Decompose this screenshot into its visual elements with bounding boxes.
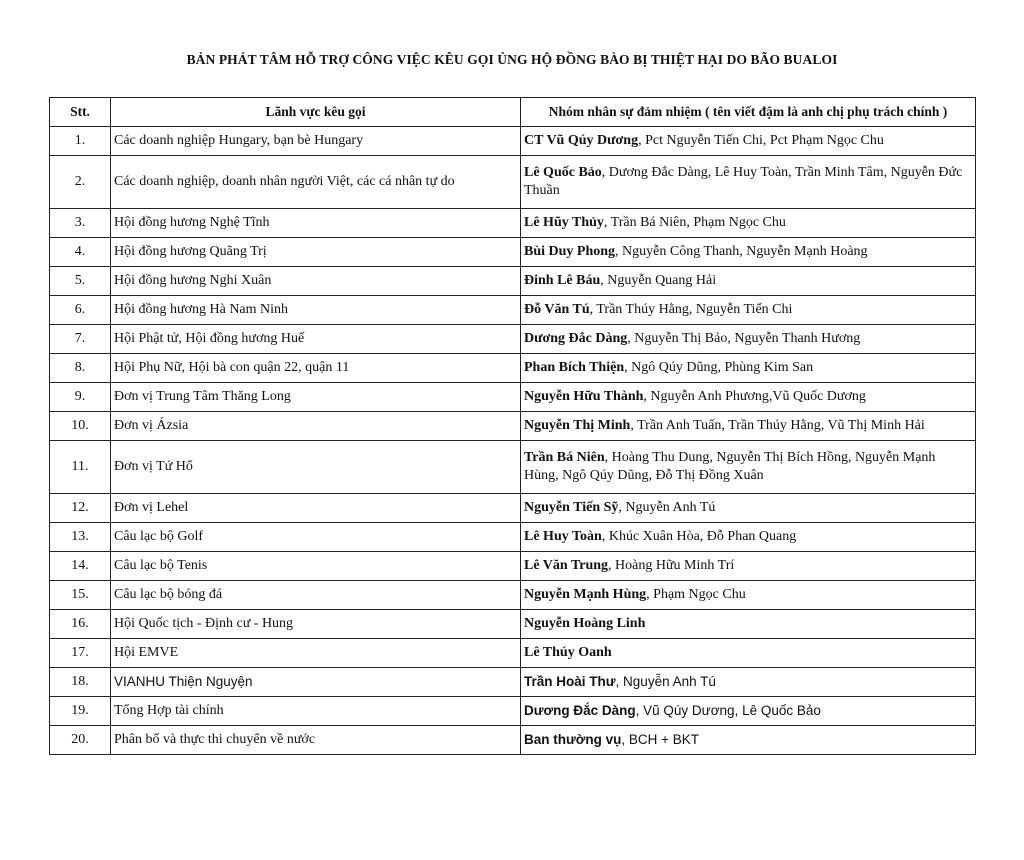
team-members: , Nguyễn Anh Tú — [618, 500, 716, 515]
team-cell — [521, 209, 976, 238]
row-number: 1. — [50, 127, 111, 156]
table-row — [50, 581, 976, 610]
row-number: 3. — [50, 209, 111, 238]
team-cell — [521, 668, 976, 697]
row-number: 5. — [50, 267, 111, 296]
field-cell: Hội Phụ Nữ, Hội bà con quận 22, quận 11 — [111, 354, 521, 383]
team-members: , Nguyễn Anh Phương,Vũ Quốc Dương — [643, 389, 866, 404]
field-cell: Tổng Hợp tài chính — [111, 697, 521, 726]
row-number: 9. — [50, 383, 111, 412]
team-members: , Trần Anh Tuấn, Trần Thúy Hằng, Vũ Thị Minh Hải — [630, 418, 925, 433]
table-row — [50, 383, 976, 412]
team-cell — [521, 296, 976, 325]
lead-name: Phan Bích Thiện — [524, 360, 625, 375]
row-number: 7. — [50, 325, 111, 354]
team-members: , Phạm Ngọc Chu — [646, 587, 746, 602]
lead-name: CT Vũ Qúy Dương — [524, 133, 639, 148]
team-cell — [521, 639, 976, 668]
table-header-row — [50, 98, 976, 127]
field-cell: Đơn vị Ázsia — [111, 412, 521, 441]
field-cell: Hội EMVE — [111, 639, 521, 668]
row-number: 15. — [50, 581, 111, 610]
row-number: 13. — [50, 523, 111, 552]
team-members: , Vũ Qúy Dương, Lê Quốc Bảo — [635, 703, 821, 718]
field-cell: Hội Quốc tịch - Định cư - Hung — [111, 610, 521, 639]
row-number: 20. — [50, 726, 111, 755]
field-cell: VIANHU Thiện Nguyện — [111, 668, 521, 697]
field-cell: Hội đồng hương Hà Nam Ninh — [111, 296, 521, 325]
table-row — [50, 441, 976, 494]
team-cell — [521, 697, 976, 726]
team-cell — [521, 412, 976, 441]
lead-name: Ban thường vụ — [524, 732, 622, 747]
team-members: , Nguyễn Công Thanh, Nguyễn Mạnh Hoàng — [615, 244, 868, 259]
team-cell — [521, 494, 976, 523]
header-stt: Stt. — [50, 98, 111, 127]
lead-name: Dương Đắc Dàng — [524, 703, 636, 718]
field-cell: Các doanh nghiệp Hungary, bạn bè Hungary — [111, 127, 521, 156]
header-field: Lãnh vực kêu gọi — [111, 98, 521, 127]
team-members: , Trần Bá Niên, Phạm Ngọc Chu — [603, 215, 786, 230]
team-members: , Dương Đắc Dàng, Lê Huy Toàn, Trần Minh Tâm, Nguyễn Đức Thuần — [524, 165, 963, 198]
lead-name: Đinh Lê Báu — [524, 273, 601, 288]
team-cell — [521, 156, 976, 209]
team-cell — [521, 523, 976, 552]
row-number: 8. — [50, 354, 111, 383]
team-members: , Khúc Xuân Hòa, Đỗ Phan Quang — [601, 529, 797, 544]
lead-name: Lê Văn Trung — [524, 558, 609, 573]
table-row — [50, 325, 976, 354]
field-cell: Các doanh nghiệp, doanh nhân người Việt, các cá nhân tự do — [111, 156, 521, 209]
team-cell — [521, 581, 976, 610]
team-cell — [521, 325, 976, 354]
field-cell: Đơn vị Lehel — [111, 494, 521, 523]
lead-name: Đỗ Văn Tú — [524, 302, 590, 317]
row-number: 18. — [50, 668, 111, 697]
team-cell — [521, 552, 976, 581]
team-members: , Hoàng Hữu Minh Trí — [608, 558, 735, 573]
field-cell: Hội đồng hương Nghệ Tĩnh — [111, 209, 521, 238]
table-row — [50, 726, 976, 755]
team-cell — [521, 726, 976, 755]
lead-name: Nguyễn Thị Minh — [524, 418, 631, 433]
assignment-table — [49, 97, 976, 755]
team-members: , Nguyễn Anh Tú — [615, 674, 716, 689]
table-row — [50, 639, 976, 668]
team-members: , Nguyễn Quang Hải — [600, 273, 717, 288]
row-number: 2. — [50, 156, 111, 209]
team-members: , Ngô Qúy Dũng, Phùng Kim San — [624, 360, 814, 375]
table-row — [50, 127, 976, 156]
row-number: 4. — [50, 238, 111, 267]
row-number: 6. — [50, 296, 111, 325]
team-cell — [521, 238, 976, 267]
field-cell: Đơn vị Tứ Hổ — [111, 441, 521, 494]
row-number: 12. — [50, 494, 111, 523]
field-cell: Hội đồng hương Quãng Trị — [111, 238, 521, 267]
field-cell: Câu lạc bộ bóng đá — [111, 581, 521, 610]
lead-name: Lê Quốc Bảo — [524, 165, 602, 180]
team-cell — [521, 441, 976, 494]
table-row — [50, 354, 976, 383]
team-members: , Hoàng Thu Dung, Nguyễn Thị Bích Hồng, Nguyễn Mạnh Hùng, Ngô Qúy Dũng, Đỗ Thị Đồng Xuân — [524, 450, 936, 483]
row-number: 10. — [50, 412, 111, 441]
table-row — [50, 494, 976, 523]
table-row — [50, 523, 976, 552]
team-cell — [521, 267, 976, 296]
table-row — [50, 238, 976, 267]
lead-name: Trần Bá Niên — [524, 450, 605, 465]
field-cell: Câu lạc bộ Tenis — [111, 552, 521, 581]
row-number: 17. — [50, 639, 111, 668]
team-cell — [521, 354, 976, 383]
lead-name: Lê Huy Toàn — [524, 529, 602, 544]
team-members: , Nguyễn Thị Bảo, Nguyễn Thanh Hương — [627, 331, 861, 346]
field-cell: Câu lạc bộ Golf — [111, 523, 521, 552]
table-row — [50, 209, 976, 238]
team-members: , BCH + BKT — [621, 732, 700, 747]
team-cell — [521, 127, 976, 156]
team-members: , Pct Nguyễn Tiến Chi, Pct Phạm Ngọc Chu — [638, 133, 884, 148]
table-row — [50, 697, 976, 726]
team-cell — [521, 610, 976, 639]
table-row — [50, 296, 976, 325]
team-cell — [521, 383, 976, 412]
table-row — [50, 552, 976, 581]
field-cell: Phân bổ và thực thi chuyển về nước — [111, 726, 521, 755]
table-row — [50, 668, 976, 697]
table-row — [50, 267, 976, 296]
table-row — [50, 610, 976, 639]
lead-name: Bùi Duy Phong — [524, 244, 616, 259]
header-team: Nhóm nhân sự đảm nhiệm ( tên viết đậm là anh chị phụ trách chính ) — [521, 98, 976, 127]
lead-name: Lê Hũy Thủy — [524, 215, 604, 230]
row-number: 11. — [50, 441, 111, 494]
lead-name: Trần Hoài Thư — [524, 674, 616, 689]
team-members: , Trần Thúy Hằng, Nguyễn Tiến Chi — [589, 302, 793, 317]
lead-name: Nguyễn Mạnh Hùng — [524, 587, 647, 602]
field-cell: Đơn vị Trung Tâm Thăng Long — [111, 383, 521, 412]
lead-name: Dương Đắc Dàng — [524, 331, 628, 346]
field-cell: Hội Phật tử, Hội đồng hương Huế — [111, 325, 521, 354]
lead-name: Nguyễn Hữu Thành — [524, 389, 644, 404]
lead-name: Nguyễn Hoàng Linh — [524, 616, 646, 631]
table-row — [50, 412, 976, 441]
row-number: 16. — [50, 610, 111, 639]
field-cell: Hội đồng hương Nghi Xuân — [111, 267, 521, 296]
lead-name: Lê Thúy Oanh — [524, 645, 612, 660]
lead-name: Nguyễn Tiến Sỹ — [524, 500, 619, 515]
row-number: 14. — [50, 552, 111, 581]
table-row — [50, 156, 976, 209]
row-number: 19. — [50, 697, 111, 726]
page-title: BẢN PHÁT TÂM HỖ TRỢ CÔNG VIỆC KÊU GỌI ỦNG HỘ ĐỒNG BÀO BỊ THIỆT HẠI DO BÃO BUALOI — [186, 52, 838, 67]
